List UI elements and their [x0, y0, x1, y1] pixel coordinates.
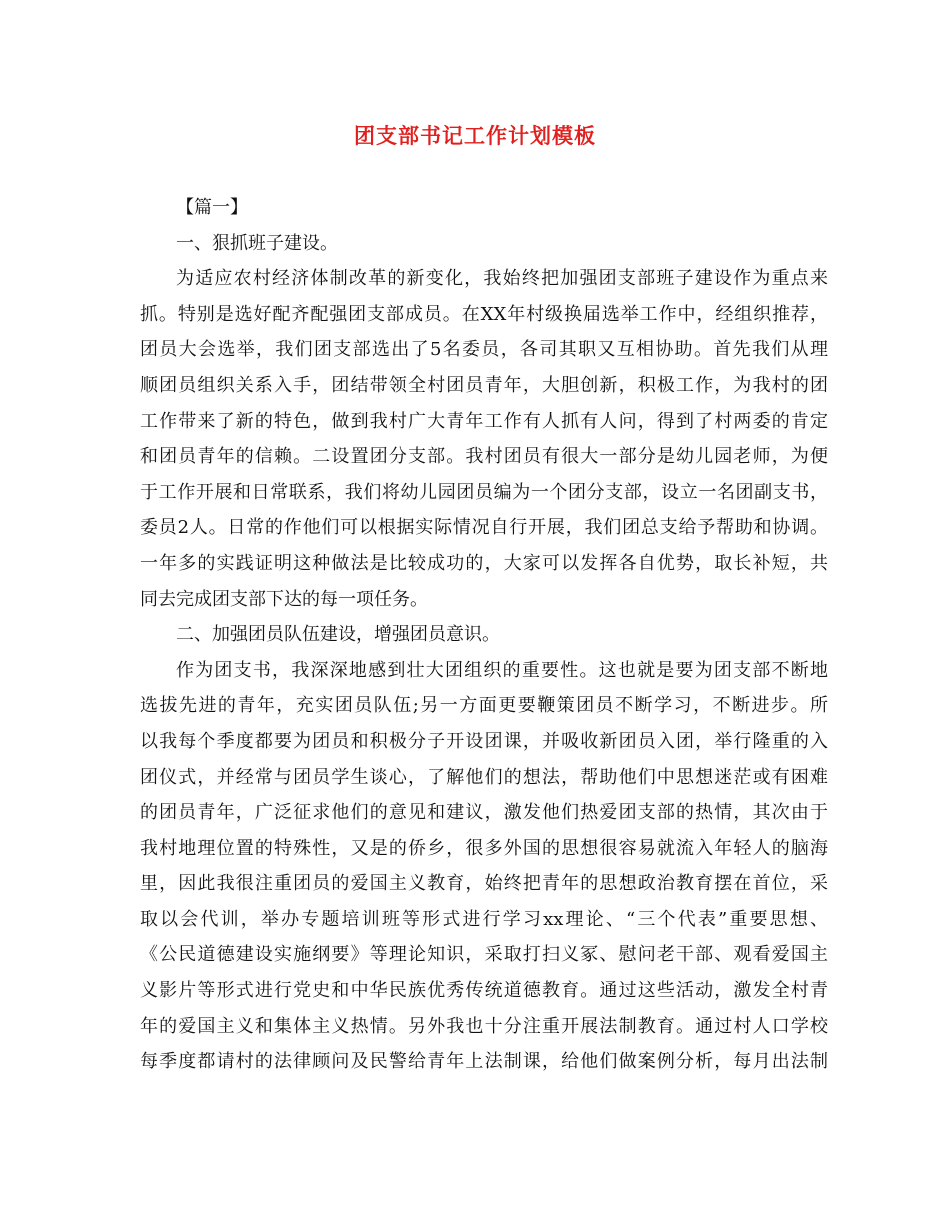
text-line: 抓。特别是选好配齐配强团支部成员。在XX年村级换届选举工作中，经组织推荐， [140, 303, 828, 325]
text-line: 为适应农村经济体制改革的新变化，我始终把加强团支部班子建设作为重点来 [176, 268, 828, 290]
text-line: 我村地理位置的特殊性，又是的侨乡，很多外国的思想很容易就流入年轻人的脑海 [140, 837, 828, 859]
text-line: 【篇一】 [176, 197, 248, 218]
text-line: 的团员青年，广泛征求他们的意见和建议，激发他们热爱团支部的热情，其次由于 [140, 802, 828, 824]
document-title: 团支部书记工作计划模板 [354, 123, 596, 148]
text-line: 一、狠抓班子建设。 [176, 232, 338, 254]
text-line: 团员大会选举，我们团支部选出了5名委员，各司其职又互相协助。首先我们从理 [140, 339, 828, 361]
text-line: 于工作开展和日常联系，我们将幼儿园团员编为一个团分支部，设立一名团副支书， [140, 481, 828, 503]
text-line: 取以会代训，举办专题培训班等形式进行学习xx理论、“三个代表”重要思想、 [140, 908, 828, 930]
text-line: 年的爱国主义和集体主义热情。另外我也十分注重开展法制教育。通过村人口学校 [140, 1015, 828, 1037]
text-line: 里，因此我很注重团员的爱国主义教育，始终把青年的思想政治教育摆在首位，采 [140, 873, 828, 895]
text-line: 义影片等形式进行党史和中华民族优秀传统道德教育。通过这些活动，激发全村青 [140, 980, 828, 1002]
text-line: 同去完成团支部下达的每一项任务。 [140, 588, 428, 610]
document-body [140, 190, 828, 1080]
text-line: 以我每个季度都要为团员和积极分子开设团课，并吸收新团员入团，举行隆重的入 [140, 730, 828, 752]
text-line: 《公民道德建设实施纲要》等理论知识，采取打扫义冢、慰问老干部、观看爱国主 [140, 944, 828, 966]
text-line: 作为团支书，我深深地感到壮大团组织的重要性。这也就是要为团支部不断地 [176, 659, 828, 681]
text-line: 委员2人。日常的作他们可以根据实际情况自行开展，我们团总支给予帮助和协调。 [140, 517, 828, 539]
text-line: 二、加强团员队伍建设，增强团员意识。 [176, 624, 500, 646]
text-line: 团仪式，并经常与团员学生谈心，了解他们的想法，帮助他们中思想迷茫或有困难 [140, 766, 828, 788]
text-line: 一年多的实践证明这种做法是比较成功的，大家可以发挥各自优势，取长补短，共 [140, 552, 828, 574]
text-line: 每季度都请村的法律顾问及民警给青年上法制课，给他们做案例分析，每月出法制 [140, 1051, 828, 1073]
text-line: 和团员青年的信赖。二设置团分支部。我村团员有很大一部分是幼儿园老师，为便 [140, 446, 828, 468]
text-line: 顺团员组织关系入手，团结带领全村团员青年，大胆创新，积极工作，为我村的团 [140, 374, 828, 396]
text-line: 选拔先进的青年，充实团员队伍;另一方面更要鞭策团员不断学习，不断进步。所 [140, 695, 828, 717]
text-line: 工作带来了新的特色，做到我村广大青年工作有人抓有人问，得到了村两委的肯定 [140, 410, 828, 432]
